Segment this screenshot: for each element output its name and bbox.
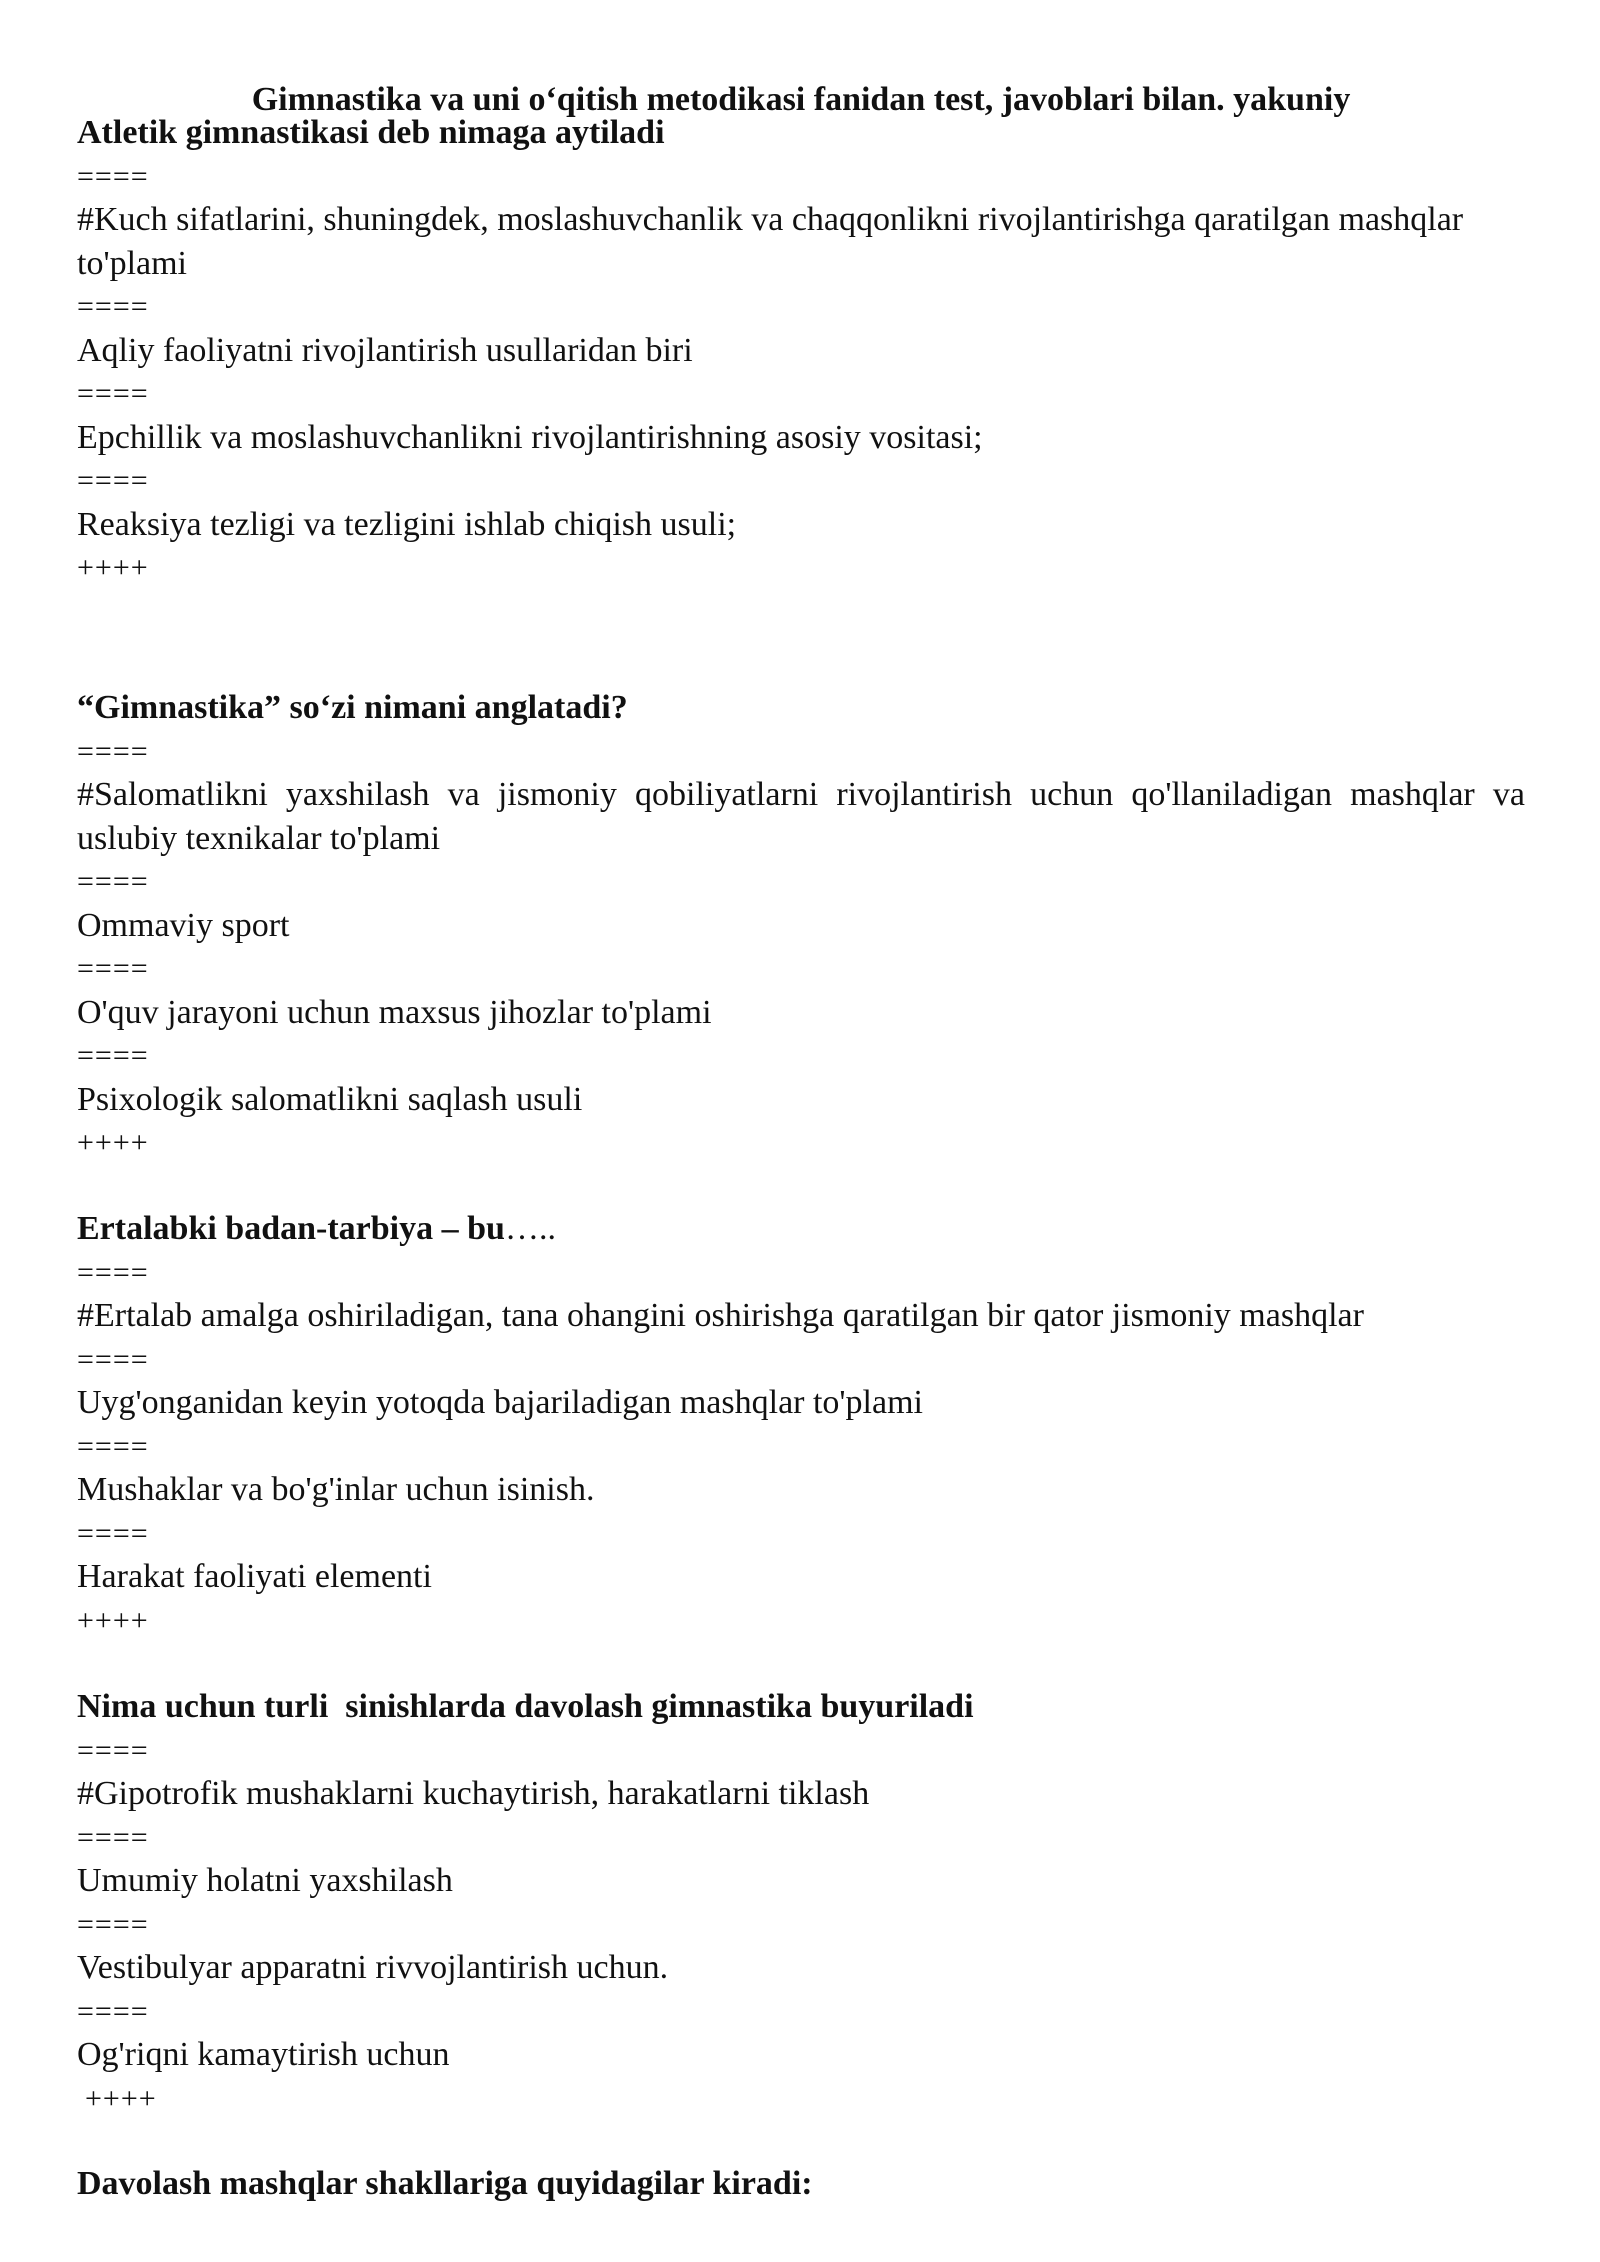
end-marker: ++++ xyxy=(77,1603,149,1637)
end-marker: ++++ xyxy=(85,2081,157,2115)
answer-option: Uyg'onganidan keyin yotoqda bajariladigan mashqlar to'plami xyxy=(77,1384,923,1421)
separator: ==== xyxy=(77,1429,149,1463)
question-block-3 xyxy=(77,1207,1525,1642)
question-text: Davolash mashqlar shakllariga quyidagilar kiradi: xyxy=(77,2165,813,2202)
separator: ==== xyxy=(77,865,149,898)
separator: ==== xyxy=(77,1820,149,1854)
separator: ==== xyxy=(77,1255,149,1289)
separator: ==== xyxy=(77,952,149,985)
answer-option-correct: #Gipotrofik mushaklarni kuchaytirish, harakatlarni tiklash xyxy=(77,1775,870,1812)
separator: ==== xyxy=(77,1516,149,1550)
separator: ==== xyxy=(77,1039,149,1072)
answer-option: Mushaklar va bo'g'inlar uchun isinish. xyxy=(77,1471,595,1508)
separator: ==== xyxy=(77,159,149,193)
answer-option: Harakat faoliyati elementi xyxy=(77,1558,432,1595)
answer-option: Aqliy faoliyatni rivojlantirish usullaridan biri xyxy=(77,331,693,369)
answer-option-correct: #Salomatlikni yaxshilash va jismoniy qobiliyatlarni rivojlantirish uchun qo'llaniladigan mashqlar va uslubiy texnikalar to'plami xyxy=(77,776,1525,857)
separator: ==== xyxy=(77,1342,149,1376)
question-text: Atletik gimnastikasi deb nimaga aytiladi xyxy=(77,114,665,151)
question-ellipsis: ….. xyxy=(504,1210,556,1247)
answer-option: Vestibulyar apparatni rivvojlantirish uchun. xyxy=(77,1949,669,1986)
separator: ==== xyxy=(77,290,149,323)
separator: ==== xyxy=(77,1994,149,2028)
answer-option: Epchillik va moslashuvchanlikni rivojlantirishning asosiy vositasi; xyxy=(77,418,983,456)
question-text: “Gimnastika” so‘zi nimani anglatadi? xyxy=(77,689,628,726)
answer-option: Psixologik salomatlikni saqlash usuli xyxy=(77,1080,583,1118)
question-main: Ertalabki badan-tarbiya – bu xyxy=(77,1210,505,1247)
question-text xyxy=(77,1207,1525,1251)
end-marker: ++++ xyxy=(77,1126,149,1159)
separator: ==== xyxy=(77,734,149,768)
separator: ==== xyxy=(77,464,149,497)
answer-option: O'quv jarayoni uchun maxsus jihozlar to'plami xyxy=(77,993,712,1031)
question-block-4 xyxy=(77,1685,1525,2120)
question-block-1 xyxy=(77,111,1525,590)
question-text: Nima uchun turli sinishlarda davolash gimnastika buyuriladi xyxy=(77,1688,974,1725)
answer-option: Ommaviy sport xyxy=(77,906,290,944)
answer-option: Umumiy holatni yaxshilash xyxy=(77,1862,453,1899)
separator: ==== xyxy=(77,377,149,410)
answer-option-correct: #Kuch sifatlarini, shuningdek, moslashuvchanlik va chaqqonlikni rivojlantirishga qaratilgan mashqlar to'plami xyxy=(77,201,1464,282)
separator: ==== xyxy=(77,1907,149,1941)
separator: ==== xyxy=(77,1733,149,1767)
answer-option: Og'riqni kamaytirish uchun xyxy=(77,2036,450,2073)
question-block-2 xyxy=(77,686,1525,1165)
answer-option: Reaksiya tezligi va tezligini ishlab chiqish usuli; xyxy=(77,505,737,543)
answer-option-correct: #Ertalab amalga oshiriladigan, tana ohangini oshirishga qaratilgan bir qator jismoniy mashqlar xyxy=(77,1297,1364,1334)
document-title: Gimnastika va uni o‘qitish metodikasi fanidan test, javoblari bilan. yakuniy xyxy=(251,81,1351,118)
question-block-5 xyxy=(77,2162,1525,2206)
end-marker: ++++ xyxy=(77,551,149,584)
